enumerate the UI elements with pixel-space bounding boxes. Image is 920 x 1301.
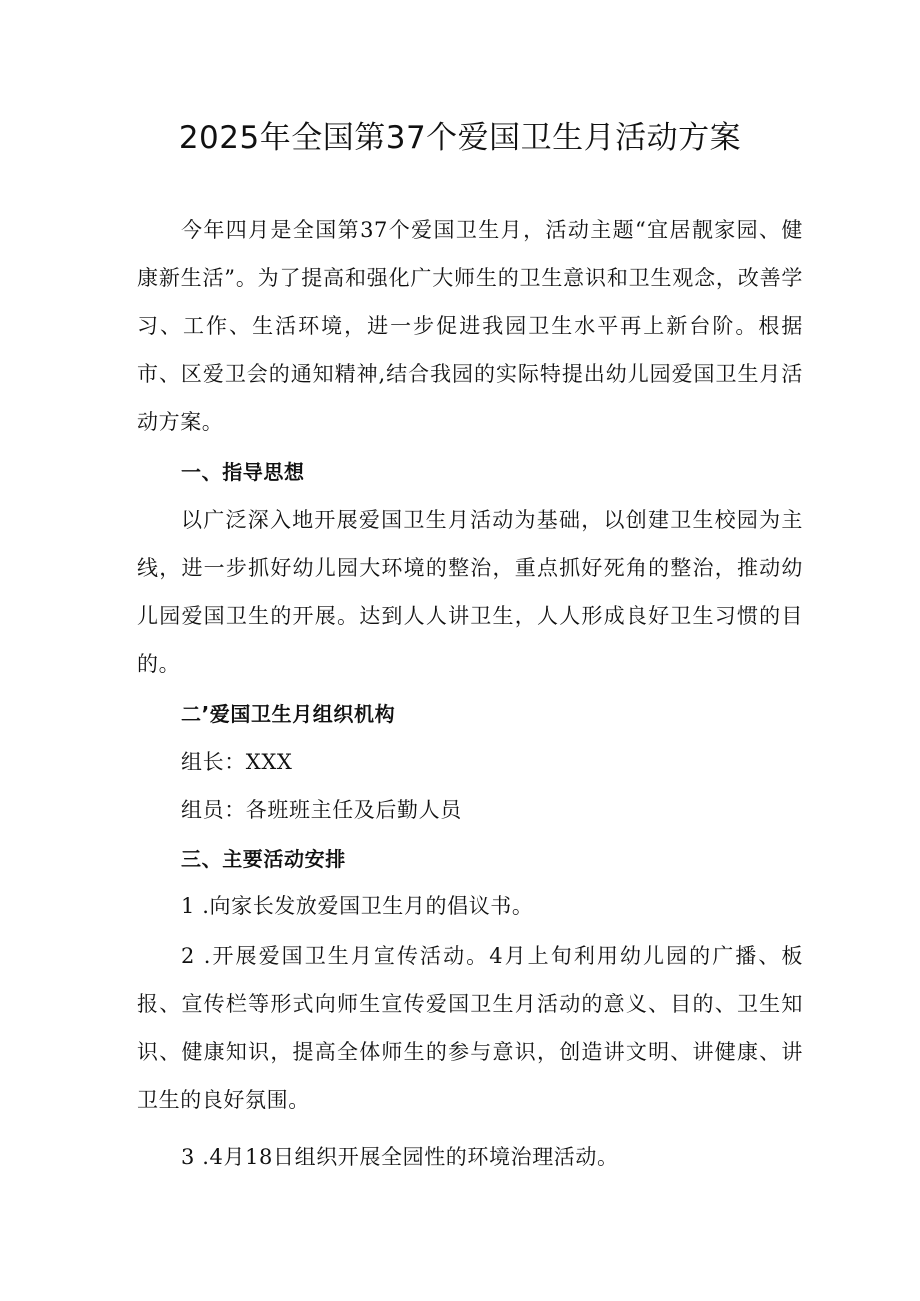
- activity-item-3: 3 .4月18日组织开展全园性的环境治理活动。: [181, 1145, 619, 1169]
- activity-item-1: 1 .向家长发放爱国卫生月的倡议书。: [181, 894, 534, 918]
- activity-item-2: 2 .开展爱国卫生月宣传活动。4月上旬利用幼儿园的广播、板报、宣传栏等形式向师生宣传爱国卫生月活动的意义、目的、卫生知识、健康知识，提高全体师生的参与意识，创造讲文明、讲健康、讲卫生的良好氛围。: [137, 944, 803, 1112]
- section-2-leader: 组长：XXX: [181, 750, 293, 774]
- document-title: 2025年全国第37个爱国卫生月活动方案: [178, 120, 742, 156]
- section-1-body: 以广泛深入地开展爱国卫生月活动为基础，以创建卫生校园为主线，进一步抓好幼儿园大环境的整治，重点抓好死角的整治，推动幼儿园爱国卫生的开展。达到人人讲卫生，人人形成良好卫生习惯的目的。: [137, 508, 803, 676]
- section-3-heading: 三、主要活动安排: [181, 847, 346, 871]
- section-2-members: 组员：各班班主任及后勤人员: [181, 798, 462, 822]
- section-2-heading: 二’爱国卫生月组织机构: [181, 702, 396, 726]
- section-1-heading: 一、指导思想: [181, 460, 305, 484]
- intro-paragraph: 今年四月是全国第37个爱国卫生月，活动主题“宜居靓家园、健康新生活”。为了提高和强化广大师生的卫生意识和卫生观念，改善学习、工作、生活环境，进一步促进我园卫生水平再上新台阶。根据市、区爱卫会的通知精神,结合我园的实际特提出幼儿园爱国卫生月活动方案。: [137, 218, 803, 434]
